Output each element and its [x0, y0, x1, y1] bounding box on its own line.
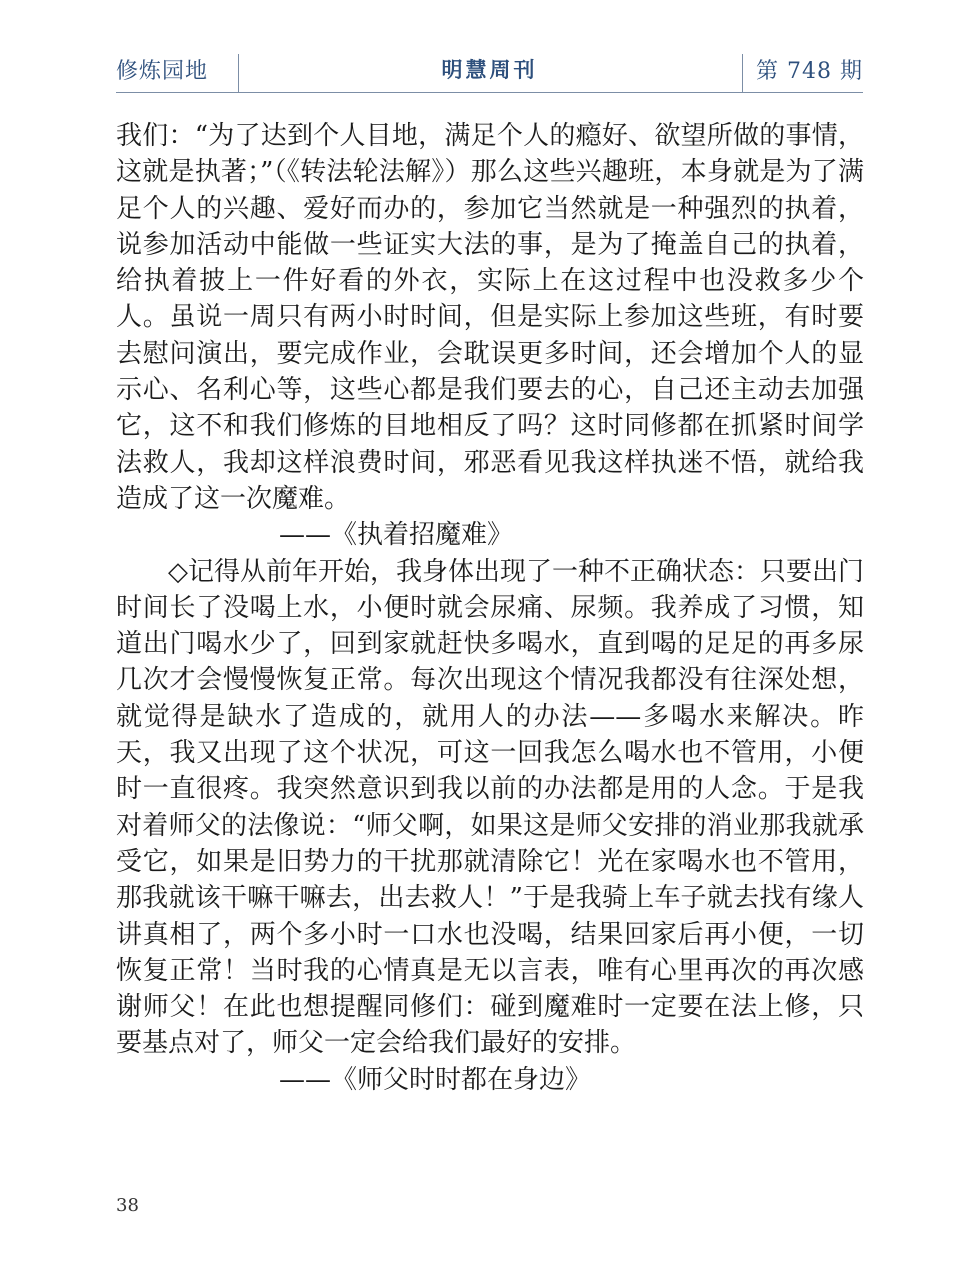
attribution-2: ——《师父时时都在身边》	[279, 1064, 592, 1095]
attribution-1: ——《执着招魔难》	[279, 520, 514, 551]
header-divider-right	[742, 54, 743, 92]
article-body	[116, 118, 864, 1098]
paragraph-1: 我们：“为了达到个人目地，满足个人的瘾好、欲望所做的事情，这就是执著；”（《转法轮法解》）那么这些兴趣班，本身就是为了满足个人的兴趣、爱好而办的，参加它当然就是一种强烈的执着，说参加活动中能做一些证实大法的事，是为了掩盖自己的执着，给执着披上一件好看的外衣，实际上在这过程中也没救多少个人。虽说一周只有两小时时间，但是实际上参加这些班，有时要去慰问演出，要完成作业，会耽误更多时间，还会增加个人的显示心、名利心等，这些心都是我们要去的心，自己还主动去加强它，这不和我们修炼的目地相反了吗？这时同修都在抓紧时间学法救人，我却这样浪费时间，邪恶看见我这样执迷不悟，就给我造成了这一次魔难。	[116, 121, 864, 514]
page-header	[116, 50, 863, 93]
issue-number: 第 748 期	[756, 59, 863, 84]
page-number: 38	[116, 1195, 139, 1216]
section-name: 修炼园地	[116, 59, 209, 84]
publication-title: 明慧周刊	[441, 57, 538, 82]
paragraph-2: ◇记得从前年开始，我身体出现了一种不正确状态：只要出门时间长了没喝上水，小便时就会尿痛、尿频。我养成了习惯，知道出门喝水少了，回到家就赶快多喝水，直到喝的足足的再多尿几次才会慢慢恢复正常。每次出现这个情况我都没有往深处想，就觉得是缺水了造成的，就用人的办法——多喝水来解决。昨天，我又出现了这个状况，可这一回我怎么喝水也不管用，小便时一直很疼。我突然意识到我以前的办法都是用的人念。于是我对着师父的法像说：“师父啊，如果这是师父安排的消业那我就承受它，如果是旧势力的干扰那就清除它！光在家喝水也不管用，那我就该干嘛干嘛去，出去救人！”于是我骑上车子就去找有缘人讲真相了，两个多小时一口水也没喝，结果回家后再小便，一切恢复正常！当时我的心情真是无以言表，唯有心里再次的再次感谢师父！在此也想提醒同修们：碰到魔难时一定要在法上修，只要基点对了，师父一定会给我们最好的安排。	[116, 556, 864, 1059]
